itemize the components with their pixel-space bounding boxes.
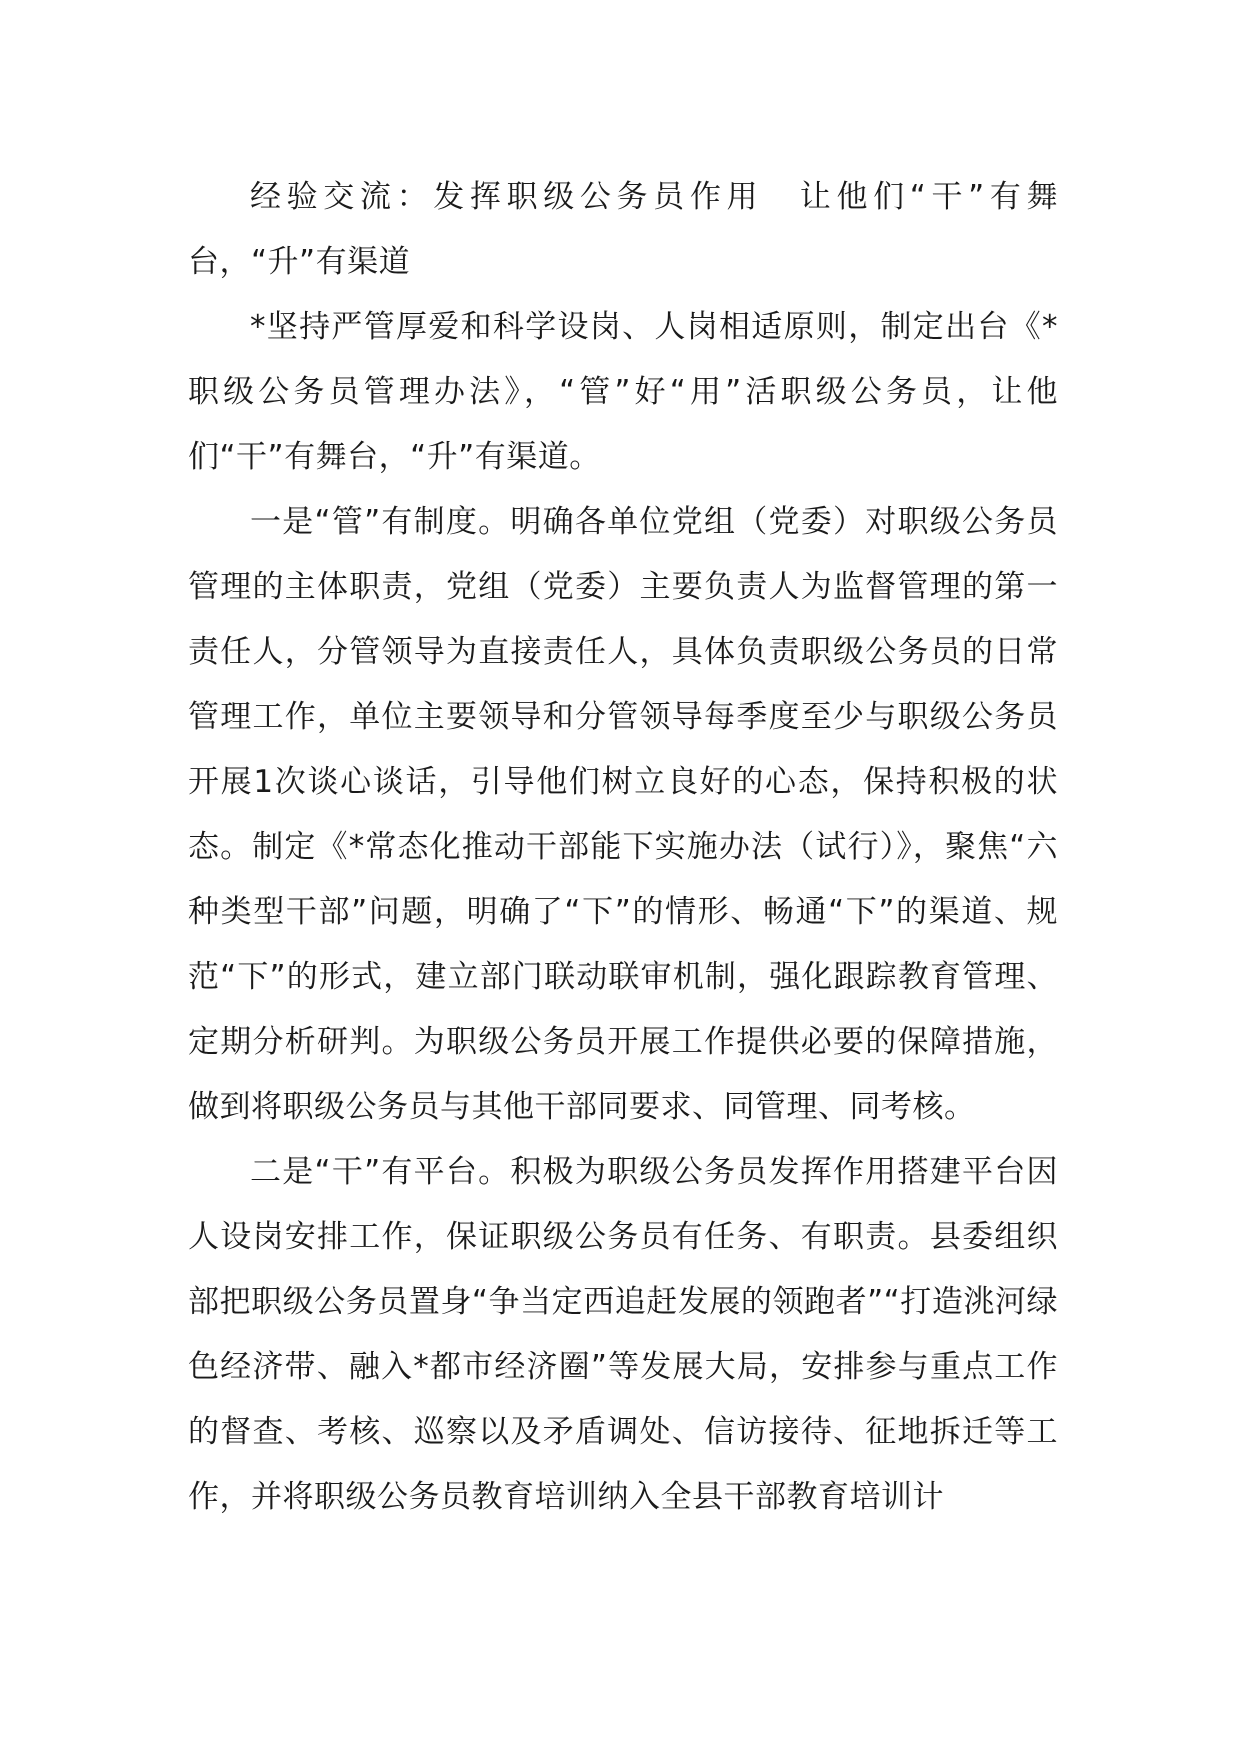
paragraph-platform: 二是“干”有平台。积极为职级公务员发挥作用搭建平台因人设岗安排工作，保证职级公务员有任务、有职责。县委组织部把职级公务员置身“争当定西追赶发展的领跑者”“打造洮河绿色经济带、融入*都市经济圈”等发展大局，安排参与重点工作的督查、考核、巡察以及矛盾调处、信访接待、征地拆迁等工作，并将职级公务员教育培训纳入全县干部教育培训计 bbox=[188, 1154, 1058, 1515]
document-body bbox=[188, 165, 1058, 1530]
paragraph-management: 一是“管”有制度。明确各单位党组（党委）对职级公务员管理的主体职责，党组（党委）主要负责人为监督管理的第一责任人，分管领导为直接责任人，具体负责职级公务员的日常管理工作，单位主要领导和分管领导每季度至少与职级公务员开展1次谈心谈话，引导他们树立良好的心态，保持积极的状态。制定《*常态化推动干部能下实施办法（试行）》，聚焦“六种类型干部”问题，明确了“下”的情形、畅通“下”的渠道、规范“下”的形式，建立部门联动联审机制，强化跟踪教育管理、定期分析研判。为职级公务员开展工作提供必要的保障措施，做到将职级公务员与其他干部同要求、同管理、同考核。 bbox=[188, 504, 1058, 1125]
document-title: 经验交流：发挥职级公务员作用 让他们“干”有舞台，“升”有渠道 bbox=[188, 179, 1058, 280]
paragraph-intro: *坚持严管厚爱和科学设岗、人岗相适原则，制定出台《*职级公务员管理办法》，“管”好“用”活职级公务员，让他们“干”有舞台，“升”有渠道。 bbox=[188, 309, 1058, 475]
